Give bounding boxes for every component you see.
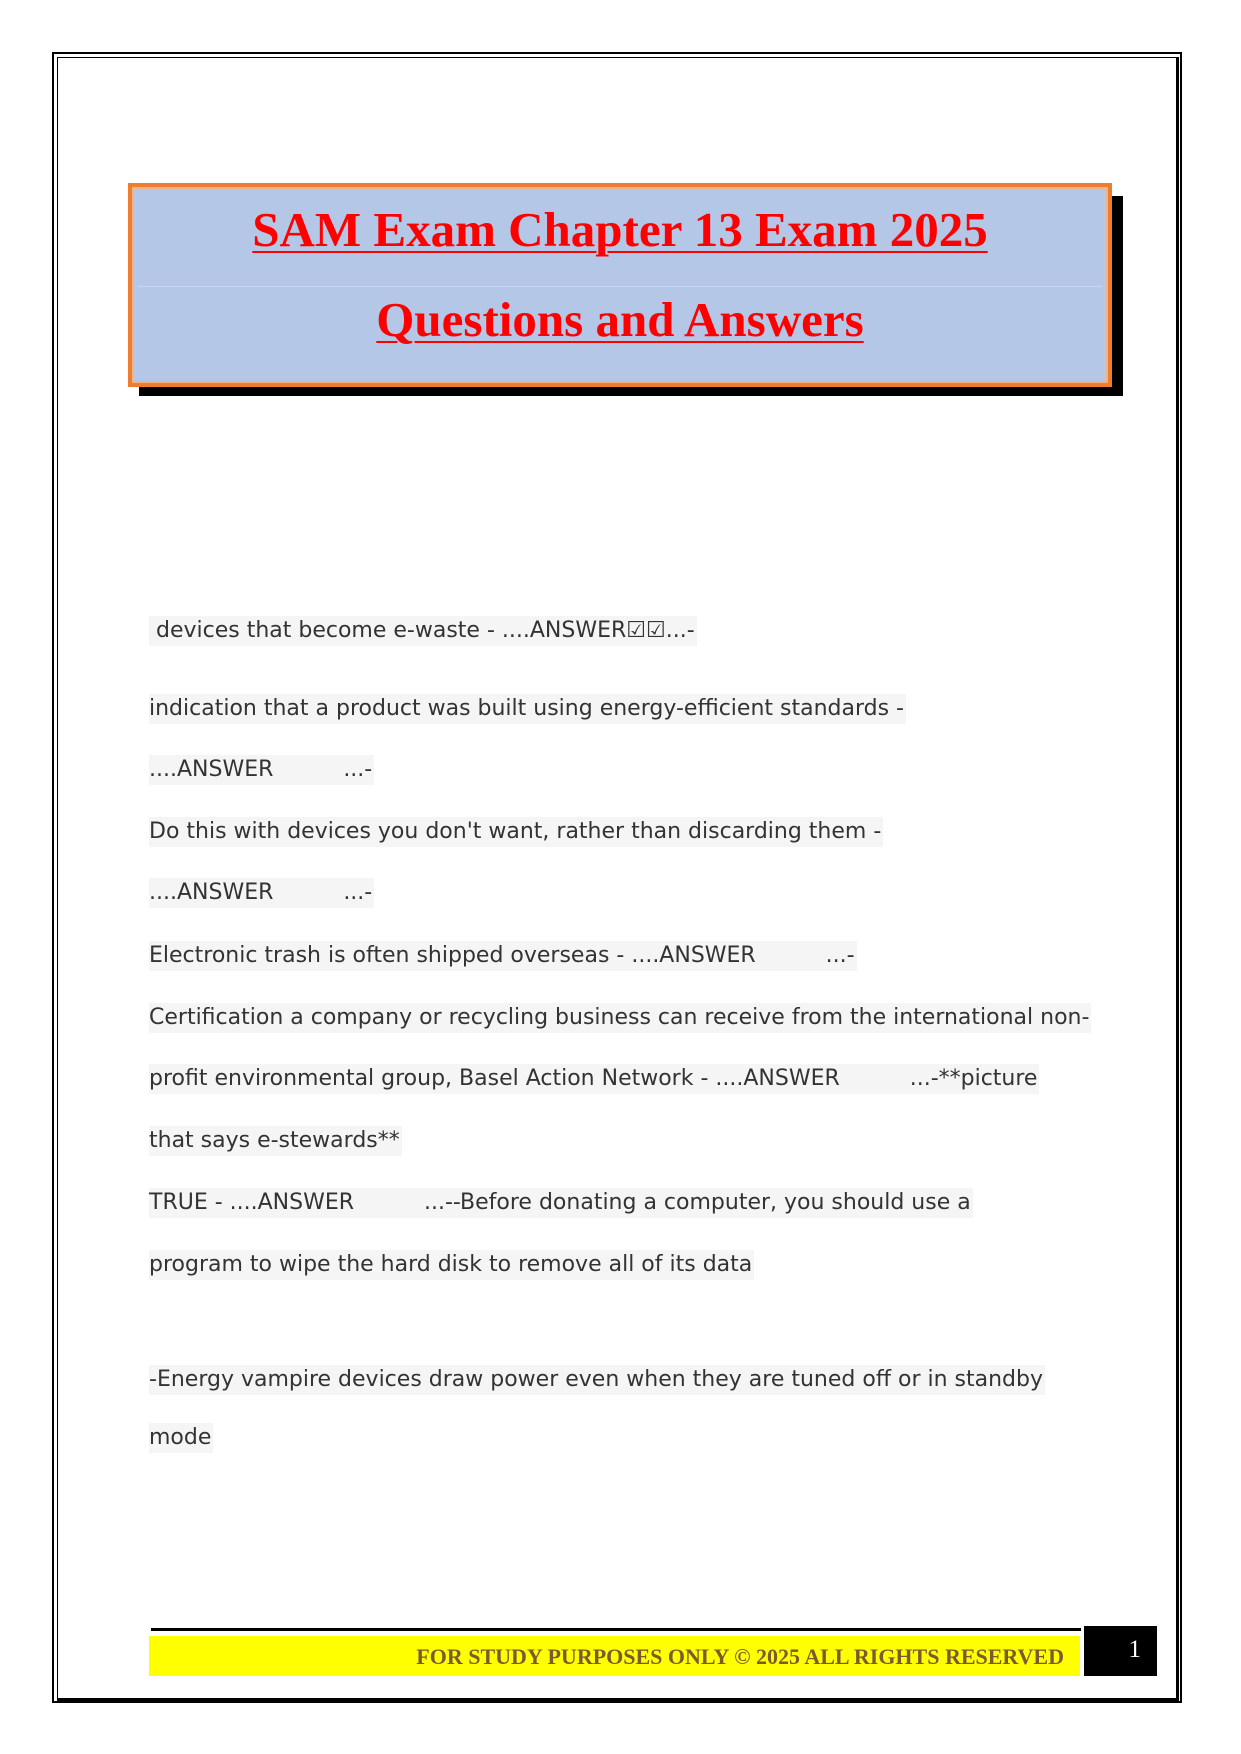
qa-line: Do this with devices you don't want, rather than discarding them - — [149, 817, 883, 847]
qa-line: -Energy vampire devices draw power even when they are tuned off or in standby — [149, 1365, 1045, 1395]
qa-line: Electronic trash is often shipped overseas - ....ANSWER ...- — [149, 941, 857, 971]
qa-line: devices that become e-waste - ....ANSWER☑☑...- — [149, 616, 697, 646]
qa-line: TRUE - ....ANSWER ...--Before donating a computer, you should use a — [149, 1188, 973, 1218]
qa-line: profit environmental group, Basel Action Network - ....ANSWER ...-**picture — [149, 1064, 1039, 1094]
qa-line: program to wipe the hard disk to remove all of its data — [149, 1250, 754, 1280]
qa-line: Certification a company or recycling business can receive from the international non- — [149, 1003, 1091, 1033]
footer-copyright: FOR STUDY PURPOSES ONLY © 2025 ALL RIGHTS RESERVED — [416, 1644, 1064, 1669]
page-number-box — [1084, 1626, 1157, 1676]
footer-rule — [151, 1628, 1081, 1631]
qa-line: indication that a product was built using energy-efficient standards - — [149, 694, 906, 724]
qa-line: ....ANSWER ...- — [149, 755, 374, 785]
qa-line: ....ANSWER ...- — [149, 878, 374, 908]
qa-line: that says e-stewards** — [149, 1126, 402, 1156]
document-title: SAM Exam Chapter 13 Exam 2025 — [252, 202, 988, 257]
document-subtitle: Questions and Answers — [376, 292, 864, 347]
title-divider — [138, 286, 1102, 287]
page-number: 1 — [1128, 1636, 1141, 1663]
footer-band — [149, 1636, 1080, 1676]
title-box — [128, 183, 1112, 387]
qa-line: mode — [149, 1423, 213, 1453]
